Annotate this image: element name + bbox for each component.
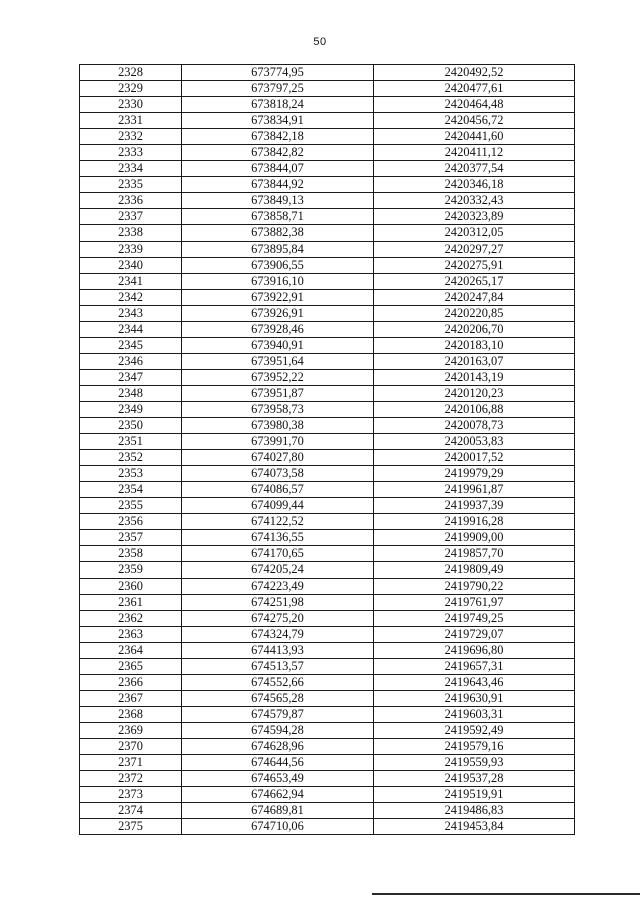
x-coordinate-cell: 673951,64: [182, 353, 374, 369]
y-coordinate-cell: 2419657,31: [374, 658, 575, 674]
y-coordinate-cell: 2420017,52: [374, 450, 575, 466]
table-row: [80, 385, 575, 401]
y-coordinate-cell: 2419486,83: [374, 803, 575, 819]
y-coordinate-cell: 2419643,46: [374, 674, 575, 690]
x-coordinate-cell: 673858,71: [182, 209, 374, 225]
x-coordinate-cell: 674628,96: [182, 738, 374, 754]
point-number-cell: 2329: [80, 81, 182, 97]
y-coordinate-cell: 2419909,00: [374, 530, 575, 546]
point-number-cell: 2355: [80, 498, 182, 514]
y-coordinate-cell: 2419809,49: [374, 562, 575, 578]
point-number-cell: 2362: [80, 610, 182, 626]
y-coordinate-cell: 2420332,43: [374, 193, 575, 209]
point-number-cell: 2341: [80, 273, 182, 289]
y-coordinate-cell: 2420346,18: [374, 177, 575, 193]
table-row: [80, 738, 575, 754]
point-number-cell: 2340: [80, 257, 182, 273]
y-coordinate-cell: 2420143,19: [374, 369, 575, 385]
table-row: [80, 674, 575, 690]
x-coordinate-cell: 673926,91: [182, 305, 374, 321]
table-row: [80, 498, 575, 514]
table-row: [80, 642, 575, 658]
y-coordinate-cell: 2419961,87: [374, 482, 575, 498]
table-row: [80, 209, 575, 225]
point-number-cell: 2363: [80, 626, 182, 642]
x-coordinate-cell: 674073,58: [182, 466, 374, 482]
y-coordinate-cell: 2419916,28: [374, 514, 575, 530]
y-coordinate-cell: 2419790,22: [374, 578, 575, 594]
table-row: [80, 401, 575, 417]
table-row: [80, 257, 575, 273]
y-coordinate-cell: 2420275,91: [374, 257, 575, 273]
y-coordinate-cell: 2420323,89: [374, 209, 575, 225]
point-number-cell: 2348: [80, 385, 182, 401]
x-coordinate-cell: 673951,87: [182, 385, 374, 401]
point-number-cell: 2368: [80, 706, 182, 722]
point-number-cell: 2335: [80, 177, 182, 193]
x-coordinate-cell: 674413,93: [182, 642, 374, 658]
x-coordinate-cell: 674275,20: [182, 610, 374, 626]
table-row: [80, 161, 575, 177]
y-coordinate-cell: 2420464,48: [374, 97, 575, 113]
x-coordinate-cell: 674099,44: [182, 498, 374, 514]
point-number-cell: 2350: [80, 418, 182, 434]
point-number-cell: 2356: [80, 514, 182, 530]
point-number-cell: 2342: [80, 289, 182, 305]
table-row: [80, 65, 575, 81]
y-coordinate-cell: 2419937,39: [374, 498, 575, 514]
y-coordinate-cell: 2419857,70: [374, 546, 575, 562]
x-coordinate-cell: 674552,66: [182, 674, 374, 690]
x-coordinate-cell: 674136,55: [182, 530, 374, 546]
point-number-cell: 2345: [80, 337, 182, 353]
y-coordinate-cell: 2420247,84: [374, 289, 575, 305]
point-number-cell: 2366: [80, 674, 182, 690]
y-coordinate-cell: 2420078,73: [374, 418, 575, 434]
x-coordinate-cell: 673958,73: [182, 401, 374, 417]
x-coordinate-cell: 674205,24: [182, 562, 374, 578]
table-row: [80, 241, 575, 257]
table-row: [80, 514, 575, 530]
table-row: [80, 97, 575, 113]
y-coordinate-cell: 2420220,85: [374, 305, 575, 321]
table-row: [80, 418, 575, 434]
y-coordinate-cell: 2419603,31: [374, 706, 575, 722]
point-number-cell: 2343: [80, 305, 182, 321]
scan-edge-line: [372, 893, 640, 895]
point-number-cell: 2344: [80, 321, 182, 337]
table-row: [80, 482, 575, 498]
table-row: [80, 610, 575, 626]
table-row: [80, 273, 575, 289]
table-row: [80, 546, 575, 562]
x-coordinate-cell: 674122,52: [182, 514, 374, 530]
y-coordinate-cell: 2419630,91: [374, 690, 575, 706]
x-coordinate-cell: 674653,49: [182, 771, 374, 787]
point-number-cell: 2331: [80, 113, 182, 129]
table-row: [80, 177, 575, 193]
x-coordinate-cell: 673882,38: [182, 225, 374, 241]
x-coordinate-cell: 674170,65: [182, 546, 374, 562]
point-number-cell: 2332: [80, 129, 182, 145]
x-coordinate-cell: 673818,24: [182, 97, 374, 113]
point-number-cell: 2334: [80, 161, 182, 177]
point-number-cell: 2360: [80, 578, 182, 594]
x-coordinate-cell: 673844,92: [182, 177, 374, 193]
point-number-cell: 2354: [80, 482, 182, 498]
x-coordinate-cell: 673774,95: [182, 65, 374, 81]
table-row: [80, 787, 575, 803]
x-coordinate-cell: 674662,94: [182, 787, 374, 803]
point-number-cell: 2370: [80, 738, 182, 754]
table-row: [80, 626, 575, 642]
x-coordinate-cell: 674223,49: [182, 578, 374, 594]
table-row: [80, 321, 575, 337]
point-number-cell: 2339: [80, 241, 182, 257]
y-coordinate-cell: 2420411,12: [374, 145, 575, 161]
x-coordinate-cell: 673916,10: [182, 273, 374, 289]
point-number-cell: 2349: [80, 401, 182, 417]
table-row: [80, 771, 575, 787]
point-number-cell: 2351: [80, 434, 182, 450]
table-row: [80, 353, 575, 369]
y-coordinate-cell: 2420456,72: [374, 113, 575, 129]
point-number-cell: 2365: [80, 658, 182, 674]
x-coordinate-cell: 674251,98: [182, 594, 374, 610]
x-coordinate-cell: 673834,91: [182, 113, 374, 129]
x-coordinate-cell: 674710,06: [182, 819, 374, 835]
point-number-cell: 2333: [80, 145, 182, 161]
table-row: [80, 530, 575, 546]
x-coordinate-cell: 673922,91: [182, 289, 374, 305]
x-coordinate-cell: 674594,28: [182, 722, 374, 738]
point-number-cell: 2371: [80, 755, 182, 771]
table-row: [80, 658, 575, 674]
point-number-cell: 2359: [80, 562, 182, 578]
table-row: [80, 594, 575, 610]
y-coordinate-cell: 2419979,29: [374, 466, 575, 482]
x-coordinate-cell: 673906,55: [182, 257, 374, 273]
coordinates-table-body: [80, 65, 575, 835]
x-coordinate-cell: 673849,13: [182, 193, 374, 209]
y-coordinate-cell: 2419453,84: [374, 819, 575, 835]
x-coordinate-cell: 673991,70: [182, 434, 374, 450]
point-number-cell: 2346: [80, 353, 182, 369]
x-coordinate-cell: 674324,79: [182, 626, 374, 642]
x-coordinate-cell: 674086,57: [182, 482, 374, 498]
y-coordinate-cell: 2420441,60: [374, 129, 575, 145]
x-coordinate-cell: 674513,57: [182, 658, 374, 674]
table-row: [80, 289, 575, 305]
x-coordinate-cell: 673842,82: [182, 145, 374, 161]
table-row: [80, 450, 575, 466]
x-coordinate-cell: 673952,22: [182, 369, 374, 385]
y-coordinate-cell: 2420053,83: [374, 434, 575, 450]
table-row: [80, 434, 575, 450]
x-coordinate-cell: 673842,18: [182, 129, 374, 145]
point-number-cell: 2369: [80, 722, 182, 738]
table-row: [80, 755, 575, 771]
x-coordinate-cell: 674644,56: [182, 755, 374, 771]
y-coordinate-cell: 2420377,54: [374, 161, 575, 177]
point-number-cell: 2357: [80, 530, 182, 546]
y-coordinate-cell: 2419579,16: [374, 738, 575, 754]
point-number-cell: 2338: [80, 225, 182, 241]
x-coordinate-cell: 674579,87: [182, 706, 374, 722]
table-row: [80, 706, 575, 722]
point-number-cell: 2337: [80, 209, 182, 225]
y-coordinate-cell: 2420163,07: [374, 353, 575, 369]
point-number-cell: 2353: [80, 466, 182, 482]
point-number-cell: 2372: [80, 771, 182, 787]
x-coordinate-cell: 673980,38: [182, 418, 374, 434]
table-row: [80, 193, 575, 209]
x-coordinate-cell: 673797,25: [182, 81, 374, 97]
point-number-cell: 2375: [80, 819, 182, 835]
y-coordinate-cell: 2420297,27: [374, 241, 575, 257]
x-coordinate-cell: 673895,84: [182, 241, 374, 257]
x-coordinate-cell: 674565,28: [182, 690, 374, 706]
x-coordinate-cell: 673928,46: [182, 321, 374, 337]
table-row: [80, 113, 575, 129]
point-number-cell: 2328: [80, 65, 182, 81]
table-row: [80, 578, 575, 594]
table-row: [80, 145, 575, 161]
table-row: [80, 819, 575, 835]
coordinates-table: [79, 64, 575, 835]
y-coordinate-cell: 2419519,91: [374, 787, 575, 803]
table-row: [80, 466, 575, 482]
point-number-cell: 2361: [80, 594, 182, 610]
y-coordinate-cell: 2420206,70: [374, 321, 575, 337]
table-row: [80, 81, 575, 97]
x-coordinate-cell: 674027,80: [182, 450, 374, 466]
point-number-cell: 2336: [80, 193, 182, 209]
y-coordinate-cell: 2419749,25: [374, 610, 575, 626]
point-number-cell: 2364: [80, 642, 182, 658]
point-number-cell: 2347: [80, 369, 182, 385]
x-coordinate-cell: 674689,81: [182, 803, 374, 819]
table-row: [80, 369, 575, 385]
y-coordinate-cell: 2420492,52: [374, 65, 575, 81]
point-number-cell: 2352: [80, 450, 182, 466]
y-coordinate-cell: 2419559,93: [374, 755, 575, 771]
point-number-cell: 2373: [80, 787, 182, 803]
y-coordinate-cell: 2419592,49: [374, 722, 575, 738]
y-coordinate-cell: 2419729,07: [374, 626, 575, 642]
table-row: [80, 337, 575, 353]
y-coordinate-cell: 2419537,28: [374, 771, 575, 787]
page-number: 50: [313, 36, 327, 48]
table-row: [80, 129, 575, 145]
point-number-cell: 2374: [80, 803, 182, 819]
point-number-cell: 2358: [80, 546, 182, 562]
x-coordinate-cell: 673844,07: [182, 161, 374, 177]
table-row: [80, 690, 575, 706]
table-row: [80, 305, 575, 321]
y-coordinate-cell: 2419696,80: [374, 642, 575, 658]
y-coordinate-cell: 2420106,88: [374, 401, 575, 417]
y-coordinate-cell: 2420183,10: [374, 337, 575, 353]
table-row: [80, 562, 575, 578]
point-number-cell: 2367: [80, 690, 182, 706]
y-coordinate-cell: 2420265,17: [374, 273, 575, 289]
table-row: [80, 803, 575, 819]
y-coordinate-cell: 2420120,23: [374, 385, 575, 401]
y-coordinate-cell: 2420477,61: [374, 81, 575, 97]
y-coordinate-cell: 2420312,05: [374, 225, 575, 241]
point-number-cell: 2330: [80, 97, 182, 113]
y-coordinate-cell: 2419761,97: [374, 594, 575, 610]
x-coordinate-cell: 673940,91: [182, 337, 374, 353]
table-row: [80, 722, 575, 738]
table-row: [80, 225, 575, 241]
